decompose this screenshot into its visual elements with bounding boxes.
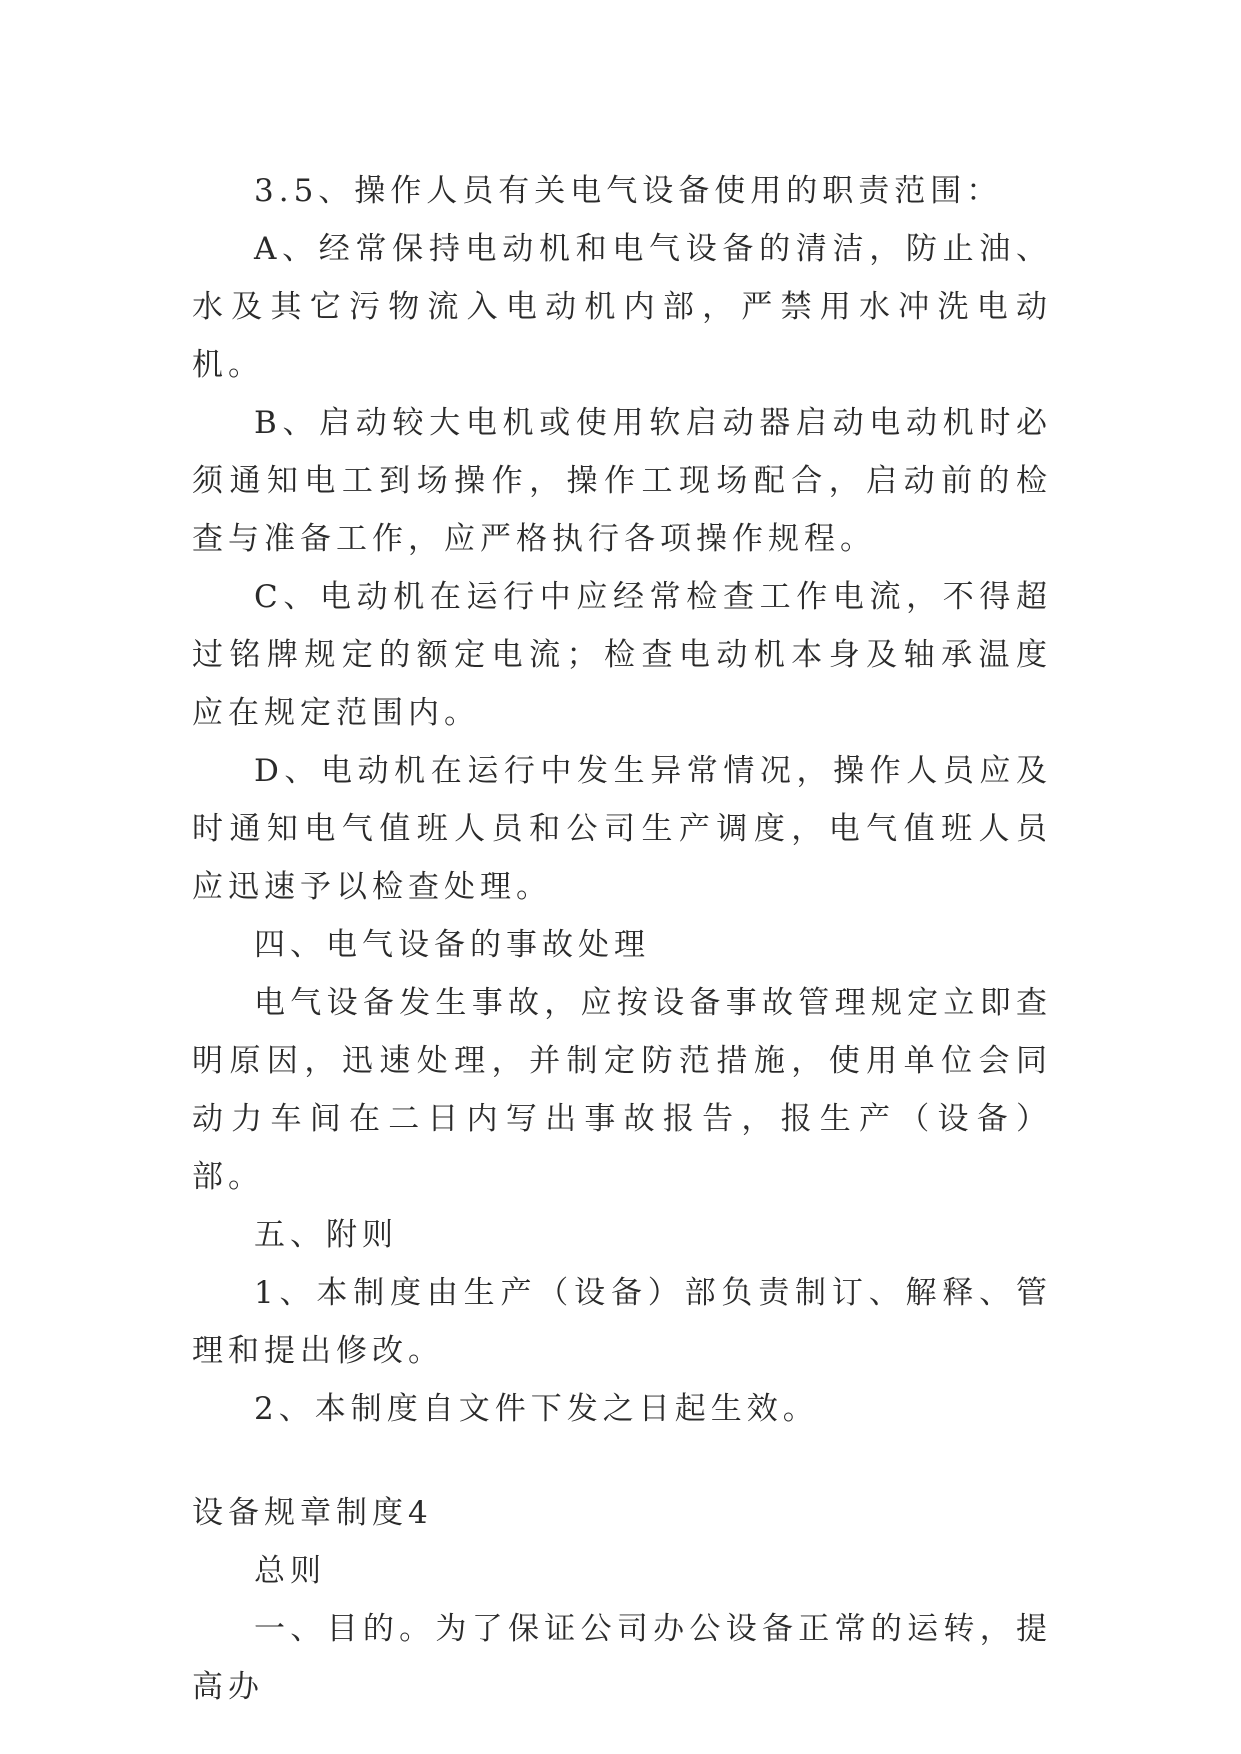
paragraph-b: B、启动较大电机或使用软启动器启动电动机时必须通知电工到场操作，操作工现场配合，启动前的检查与准备工作，应严格执行各项操作规程。 xyxy=(192,405,1052,557)
section-gap xyxy=(192,1438,1052,1484)
paragraph-appendix-2: 2、本制度自文件下发之日起生效。 xyxy=(254,1391,819,1427)
paragraph-accident-handling: 电气设备发生事故，应按设备事故管理规定立即查明原因，迅速处理，并制定防范措施，使用单位会同动力车间在二日内写出事故报告，报生产（设备）部。 xyxy=(192,985,1052,1195)
paragraph-d: D、电动机在运行中发生异常情况，操作人员应及时通知电气值班人员和公司生产调度，电气值班人员应迅速予以检查处理。 xyxy=(192,753,1052,905)
paragraph-a: A、经常保持电动机和电气设备的清洁，防止油、水及其它污物流入电动机内部，严禁用水冲洗电动机。 xyxy=(192,231,1052,383)
paragraph-c: C、电动机在运行中应经常检查工作电流，不得超过铭牌规定的额定电流；检查电动机本身及轴承温度应在规定范围内。 xyxy=(192,579,1052,731)
paragraph-3-5-heading: 3.5、操作人员有关电气设备使用的职责范围： xyxy=(254,173,1003,209)
document-body xyxy=(192,162,1052,1716)
heading-accident-handling: 四、电气设备的事故处理 xyxy=(254,927,650,963)
paragraph-purpose: 一、目的。为了保证公司办公设备正常的运转，提高办 xyxy=(192,1611,1052,1705)
heading-general: 总则 xyxy=(254,1553,326,1589)
heading-appendix: 五、附则 xyxy=(254,1217,398,1253)
paragraph-appendix-1: 1、本制度由生产（设备）部负责制订、解释、管理和提出修改。 xyxy=(192,1275,1052,1369)
section-title: 设备规章制度4 xyxy=(192,1495,433,1531)
